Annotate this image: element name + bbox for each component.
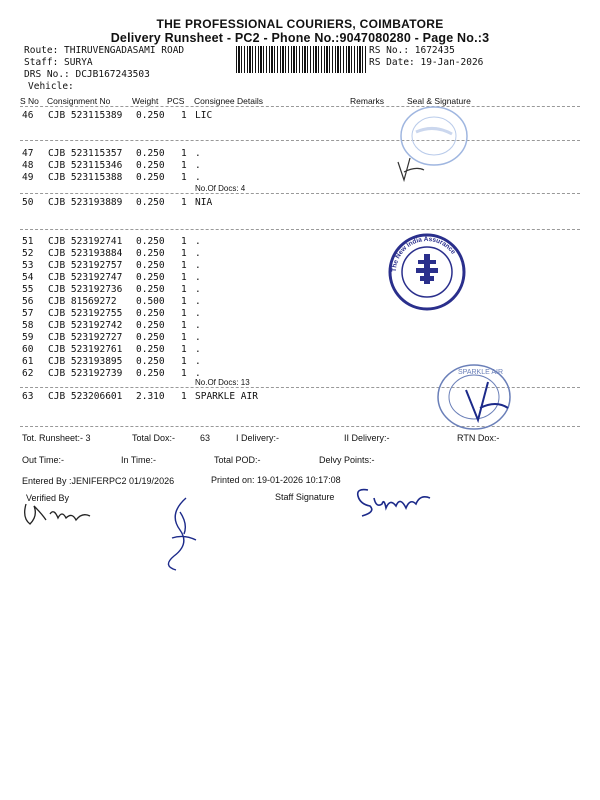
cell-sno: 47 (22, 148, 34, 159)
col-remarks: Remarks (350, 96, 385, 106)
cell-consignee: . (195, 344, 201, 355)
docs-count-note: No.Of Docs: 13 (195, 378, 250, 387)
cell-sno: 63 (22, 391, 34, 402)
cell-weight: 2.310 (136, 391, 165, 402)
cell-consignee: . (195, 272, 201, 283)
table-row (0, 160, 600, 172)
cell-sno: 59 (22, 332, 34, 343)
cell-pcs: 1 (181, 332, 187, 343)
col-pcs: PCS (167, 96, 185, 106)
in-time: In Time:- (121, 455, 157, 465)
col-consignee: Consignee Details (194, 96, 263, 106)
cell-consignee: . (195, 148, 201, 159)
cell-pcs: 1 (181, 356, 187, 367)
cell-pcs: 1 (181, 391, 187, 402)
cell-weight: 0.250 (136, 368, 165, 379)
cell-sno: 54 (22, 272, 34, 283)
cell-pcs: 1 (181, 296, 187, 307)
table-row (0, 236, 600, 248)
cell-pcs: 1 (181, 308, 187, 319)
cell-sno: 52 (22, 248, 34, 259)
cell-weight: 0.250 (136, 356, 165, 367)
cell-pcs: 1 (181, 148, 187, 159)
cell-weight: 0.250 (136, 332, 165, 343)
cell-weight: 0.250 (136, 197, 165, 208)
table-row (0, 197, 600, 209)
cell-sno: 46 (22, 110, 34, 121)
cell-weight: 0.250 (136, 248, 165, 259)
cell-sno: 48 (22, 160, 34, 171)
col-weight: Weight (132, 96, 159, 106)
cell-consignee: . (195, 236, 201, 247)
cell-consignee: SPARKLE AIR (195, 391, 258, 402)
table-row (0, 248, 600, 260)
cell-sno: 55 (22, 284, 34, 295)
company-title: THE PROFESSIONAL COURIERS, COIMBATORE (156, 17, 444, 31)
cell-sno: 62 (22, 368, 34, 379)
cell-consignment: CJB 523192736 (48, 284, 123, 295)
header-rule (20, 106, 580, 107)
cell-consignment: CJB 523192742 (48, 320, 123, 331)
cell-weight: 0.250 (136, 272, 165, 283)
cell-weight: 0.250 (136, 344, 165, 355)
cell-consignee: . (195, 248, 201, 259)
cell-consignment: CJB 523115389 (48, 110, 123, 121)
table-row (0, 148, 600, 160)
cell-consignee: . (195, 320, 201, 331)
cell-consignee: NIA (195, 197, 213, 208)
cell-consignment: CJB 81569272 (48, 296, 117, 307)
cell-pcs: 1 (181, 320, 187, 331)
cell-consignment: CJB 523115357 (48, 148, 123, 159)
cell-consignment: CJB 523115388 (48, 172, 123, 183)
cell-consignment: CJB 523192741 (48, 236, 123, 247)
cell-consignment: CJB 523192739 (48, 368, 123, 379)
table-row (0, 110, 600, 122)
cell-consignee: . (195, 284, 201, 295)
cell-consignment: CJB 523115346 (48, 160, 123, 171)
cell-sno: 50 (22, 197, 34, 208)
staff-signature-label: Staff Signature (275, 492, 335, 502)
staff-label: Staff: SURYA (24, 57, 93, 68)
cell-pcs: 1 (181, 236, 187, 247)
svg-text:The New India Assurance: The New India Assurance (390, 235, 457, 273)
staff-signature-mark (350, 484, 440, 520)
table-row (0, 172, 600, 184)
rs-number: RS No.: 1672435 (369, 45, 455, 56)
table-row (0, 344, 600, 356)
table-row (0, 260, 600, 272)
cell-consignment: CJB 523192755 (48, 308, 123, 319)
out-time: Out Time:- (22, 455, 65, 465)
drs-number: DRS No.: DCJB167243503 (24, 69, 150, 80)
runsheet-title: Delivery Runsheet - PC2 - Phone No.:9047080280 - Page No.:3 (110, 31, 490, 45)
cell-sno: 61 (22, 356, 34, 367)
cell-consignee: . (195, 160, 201, 171)
cell-consignee: . (195, 308, 201, 319)
printed-on: Printed on: 19-01-2026 10:17:08 (211, 475, 341, 485)
col-consignment: Consignment No (47, 96, 111, 106)
cell-weight: 0.250 (136, 110, 165, 121)
cell-consignment: CJB 523192747 (48, 272, 123, 283)
cell-pcs: 1 (181, 368, 187, 379)
cell-sno: 51 (22, 236, 34, 247)
cell-weight: 0.250 (136, 148, 165, 159)
cell-consignee: . (195, 368, 201, 379)
barcode (236, 46, 366, 73)
table-row (0, 296, 600, 308)
cell-consignee: . (195, 296, 201, 307)
nia-round-stamp (387, 232, 467, 312)
cell-sno: 53 (22, 260, 34, 271)
cell-consignment: CJB 523193895 (48, 356, 123, 367)
cell-weight: 0.250 (136, 236, 165, 247)
cell-consignment: CJB 523192727 (48, 332, 123, 343)
svg-text:SPARKLE AIR: SPARKLE AIR (458, 369, 504, 376)
cell-consignee: . (195, 332, 201, 343)
delvy-points: Delvy Points:- (319, 455, 375, 465)
i-delivery: I Delivery:- (236, 433, 280, 443)
cell-consignee: LIC (195, 110, 213, 121)
cell-weight: 0.250 (136, 160, 165, 171)
route-label: Route: THIRUVENGADASAMI ROAD (24, 45, 185, 56)
verified-by: Verified By (26, 493, 70, 503)
col-seal: Seal & Signature (407, 96, 471, 106)
sparkle-air-stamp (436, 362, 516, 432)
table-row (0, 284, 600, 296)
cell-consignment: CJB 523206601 (48, 391, 123, 402)
cell-consignee: . (195, 172, 201, 183)
cell-consignment: CJB 523192761 (48, 344, 123, 355)
total-dox-value: 63 (200, 433, 211, 443)
total-pod: Total POD:- (214, 455, 261, 465)
receiver-signature-mark (394, 152, 430, 184)
cell-weight: 0.250 (136, 308, 165, 319)
table-row (0, 332, 600, 344)
cell-consignee: . (195, 356, 201, 367)
cell-weight: 0.250 (136, 320, 165, 331)
docs-count-note: No.Of Docs: 4 (195, 184, 246, 193)
cell-weight: 0.250 (136, 284, 165, 295)
table-row (0, 320, 600, 332)
cell-pcs: 1 (181, 172, 187, 183)
entered-by: Entered By :JENIFERPC2 01/19/2026 (22, 476, 175, 486)
group-rule (20, 229, 580, 230)
handwritten-signature (158, 494, 208, 574)
cell-pcs: 1 (181, 160, 187, 171)
col-sno: S No (20, 96, 39, 106)
ii-delivery: II Delivery:- (344, 433, 390, 443)
cell-consignment: CJB 523193884 (48, 248, 123, 259)
cell-pcs: 1 (181, 248, 187, 259)
cell-pcs: 1 (181, 197, 187, 208)
group-rule (20, 140, 580, 141)
cell-pcs: 1 (181, 260, 187, 271)
cell-consignment: CJB 523193889 (48, 197, 123, 208)
total-dox-label: Total Dox:- (132, 433, 176, 443)
group-rule (20, 193, 580, 194)
cell-pcs: 1 (181, 110, 187, 121)
cell-consignment: CJB 523192757 (48, 260, 123, 271)
cell-pcs: 1 (181, 344, 187, 355)
cell-sno: 49 (22, 172, 34, 183)
rtn-dox: RTN Dox:- (457, 433, 500, 443)
table-row (0, 308, 600, 320)
verified-by-signature (20, 498, 100, 530)
cell-sno: 56 (22, 296, 34, 307)
cell-pcs: 1 (181, 284, 187, 295)
table-row (0, 272, 600, 284)
cell-weight: 0.500 (136, 296, 165, 307)
total-runsheet: Tot. Runsheet:- 3 (22, 433, 91, 443)
cell-weight: 0.250 (136, 172, 165, 183)
cell-sno: 57 (22, 308, 34, 319)
cell-consignee: . (195, 260, 201, 271)
cell-sno: 60 (22, 344, 34, 355)
cell-weight: 0.250 (136, 260, 165, 271)
cell-sno: 58 (22, 320, 34, 331)
cell-pcs: 1 (181, 272, 187, 283)
rs-date: RS Date: 19-Jan-2026 (369, 57, 484, 68)
vehicle-label: Vehicle: (28, 81, 74, 92)
